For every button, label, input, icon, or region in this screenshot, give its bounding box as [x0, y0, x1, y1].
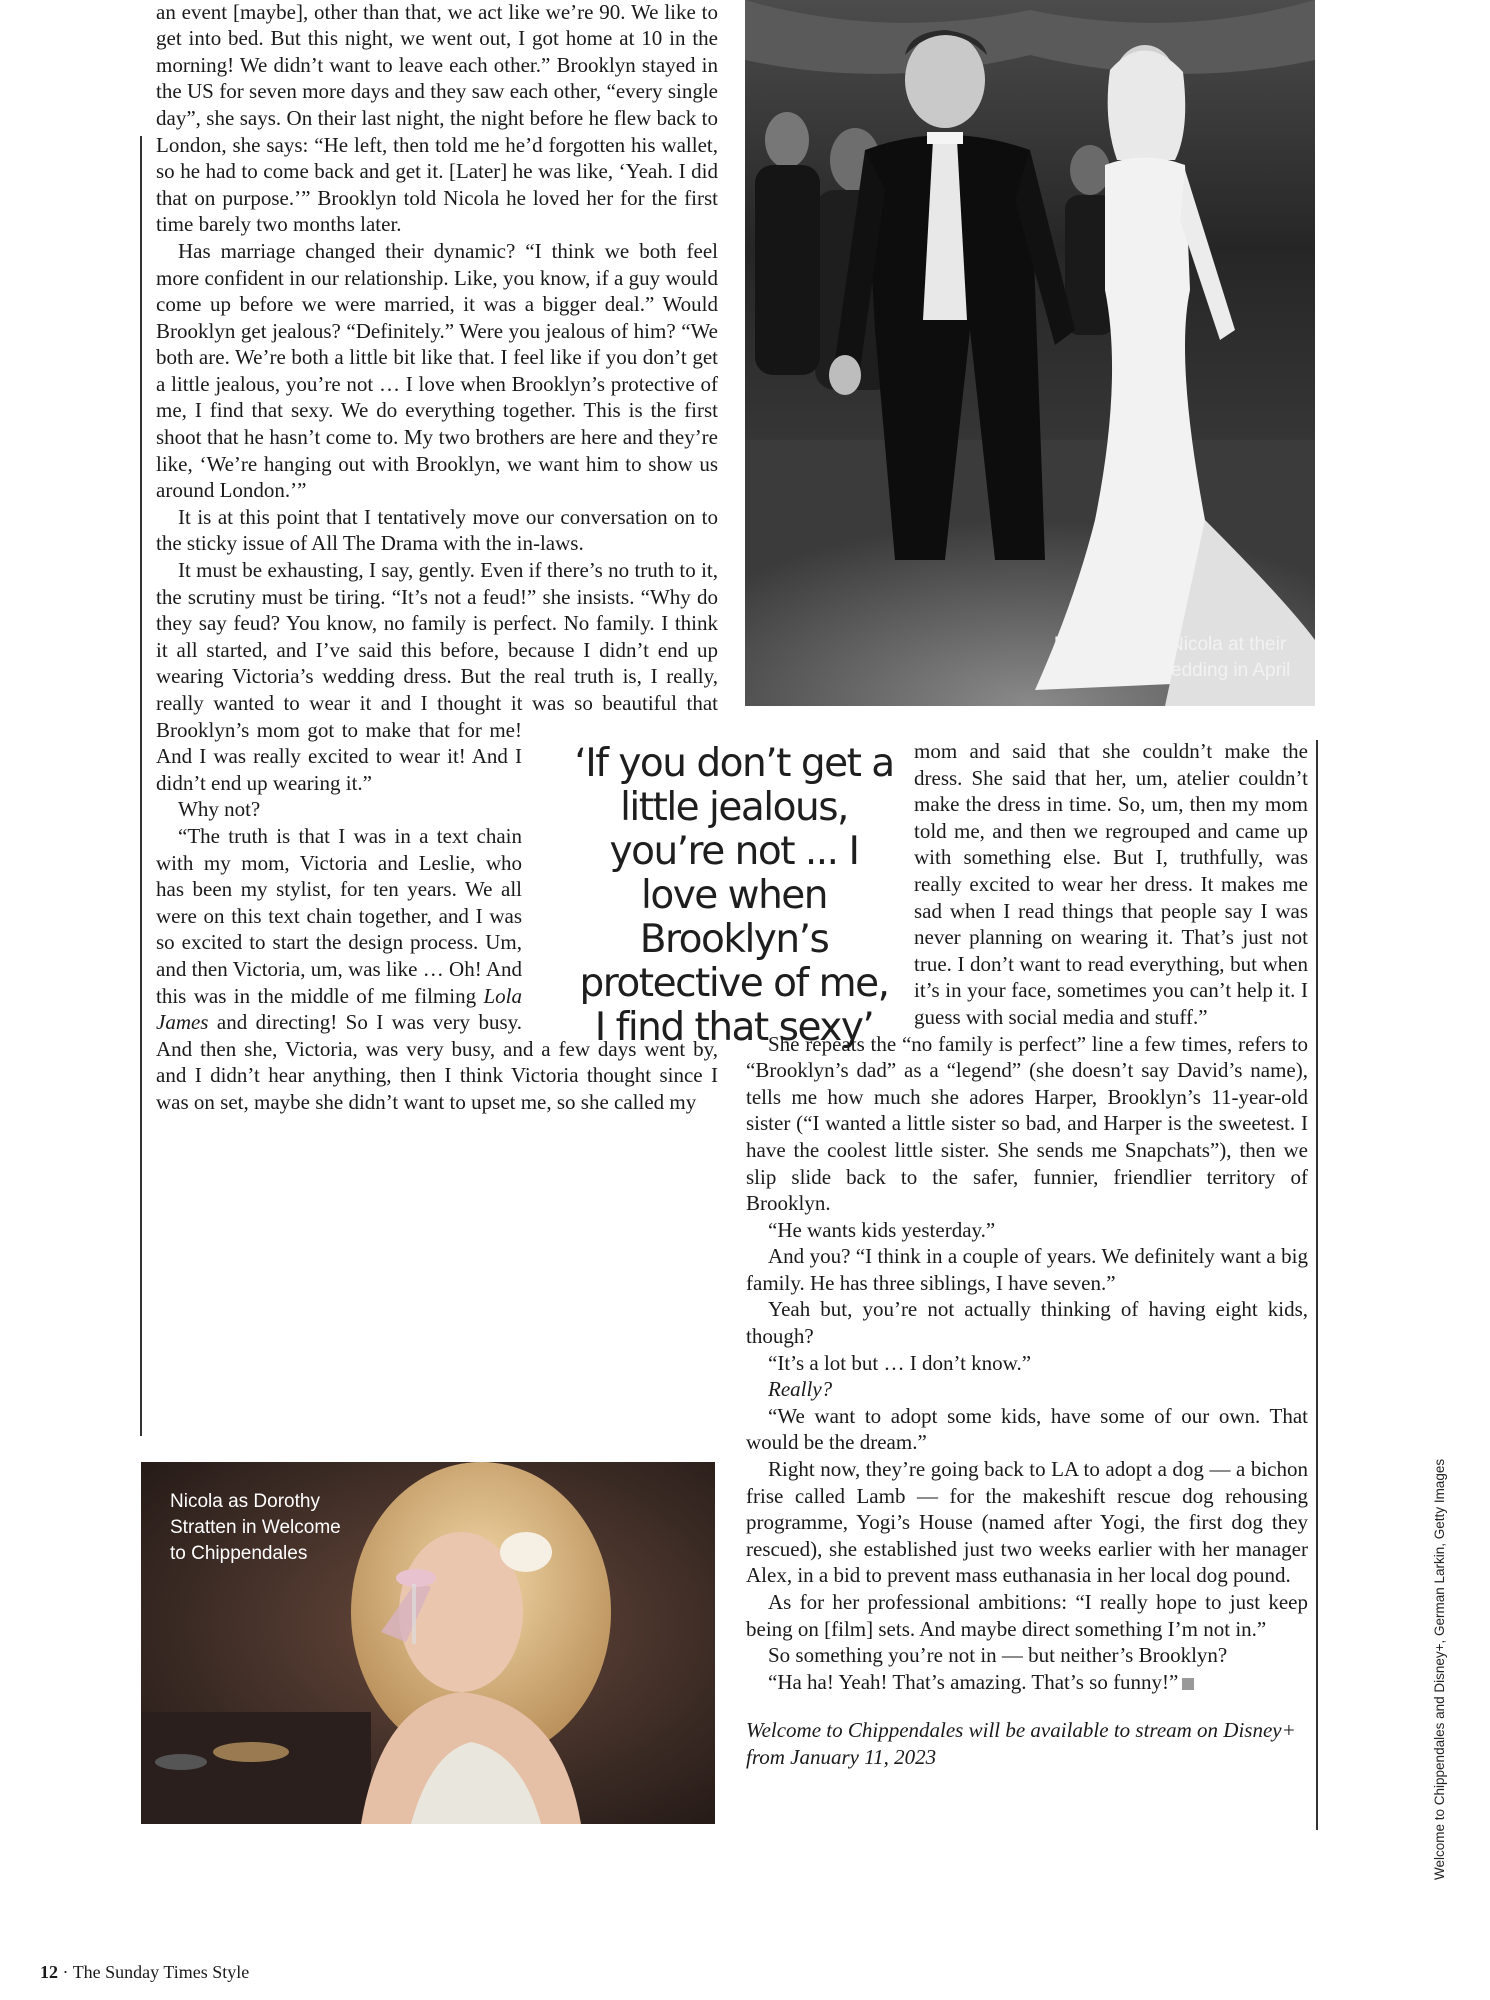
paragraph: mom and said that she couldn’t make the dress. She said that her, um, atelier couldn’t make the dress in time. So, um, then my mom told me, and then we regrouped and came up with something else. But I, truthfully, was really excited to wear her dress. It makes me sad when I read things that people say I was never planning on wearing it. That’s just not true. I don’t want to read everything, but when it’s in your face, sometimes you can’t help it. I guess with social media and stuff.”	[914, 739, 1308, 1029]
paragraph: “It’s a lot but … I don’t know.”	[768, 1350, 1032, 1375]
pull-quote-gutter	[522, 719, 718, 1013]
pull-quote-gutter	[746, 738, 914, 1020]
publication-name: The Sunday Times Style	[72, 1962, 250, 1982]
caption-line: to Chippendales	[170, 1543, 308, 1564]
question: Really?	[768, 1377, 833, 1402]
paragraph	[746, 1376, 1308, 1403]
paragraph: “We want to adopt some kids, have some of our own. That would be the dream.”	[746, 1403, 1308, 1455]
page-footer	[40, 1962, 249, 1983]
paragraph	[746, 1669, 1308, 1696]
text-run: “Ha ha! Yeah! That’s amazing. That’s so funny!”	[768, 1669, 1179, 1694]
photo-credits: Welcome to Chippendales and Disney+, German Larkin, Getty Images	[1432, 1458, 1447, 1880]
film-title: Lola James	[156, 983, 522, 1035]
caption-line: Nicola as Dorothy	[170, 1491, 320, 1512]
text-run: and directing! So I was very busy. And then she, Victoria, was very busy, and a few days went by, and I didn’t hear anything, then I think Victoria thought since I was on set, maybe she didn’t want to upset me, so she called my	[156, 1010, 718, 1114]
paragraph: She repeats the “no family is perfect” line a few times, refers to “Brooklyn’s dad” as a “legend” (she doesn’t say David’s name), tells me how much she adores Harper, Brooklyn’s 11-year-old sister (“I wanted a little sister so bad, and Harper is the sweetest. I have the coolest little sister. She sends me Snapchats”), then we slip slide back to the safer, funnier, friendlier territory of Brooklyn.	[746, 1031, 1308, 1216]
chippendales-photo-caption	[170, 1489, 410, 1567]
caption-line: Stratten in Welcome	[170, 1517, 341, 1538]
paragraph: “He wants kids yesterday.”	[768, 1217, 996, 1242]
text-run: “The truth is that I was in a text chain with my mom, Victoria and Leslie, who has been my stylist, for ten years. We all were on this text chain together, and I was so excited to start the design process. Um, and then Victoria, um, was like … Oh! And this was in the middle of me filming	[156, 823, 522, 1008]
right-column	[746, 738, 1308, 1771]
paragraph: Yeah but, you’re not actually thinking of having eight kids, though?	[746, 1297, 1308, 1349]
paragraph: So something you’re not in — but neither’s Brooklyn?	[768, 1643, 1228, 1668]
paragraph: an event [maybe], other than that, we act like we’re 90. We like to get into bed. But this night, we went out, I got home at 10 in the morning! We didn’t want to leave each other.” Brooklyn stayed in the US for seven more days and they saw each other, “every single day”, she says. On their last night, the night before he flew back to London, she says: “He left, then told me he’d forgotten his wallet, so he had to come back and get it. [Later] he was like, ‘Yeah. I did that on purpose.’” Brooklyn told Nicola he loved her for the first time barely two months later.	[156, 0, 718, 237]
right-column-rule	[1316, 740, 1318, 1830]
wedding-photo	[745, 0, 1315, 706]
paragraph: It is at this point that I tentatively move our conversation on to the sticky issue of All The Drama with the in-laws.	[156, 504, 718, 556]
paragraph: Right now, they’re going back to LA to adopt a dog — a bichon frise called Lamb — for the makeshift rescue dog rehousing programme, Yogi’s House (named after Yogi, the first dog they rescued), she established just two weeks earlier with her manager Alex, in a bid to prevent mass euthanasia in her local dog pound.	[746, 1457, 1308, 1588]
caption-line: Palm Beach wedding in April	[1049, 660, 1291, 681]
paragraph: As for her professional ambitions: “I really hope to just keep being on [film] sets. And maybe direct something I’m not in.”	[746, 1590, 1308, 1641]
left-column-rule	[140, 136, 142, 1436]
paragraph: Why not?	[178, 797, 261, 822]
wedding-photo-caption	[1030, 632, 1310, 684]
paragraph: It must be exhausting, I say, gently. Even if there’s no truth to it, the scrutiny must be tiring. “It’s not a feud!” she insists. “Why do they say feud? You know, no family is perfect. No family. I think it all started, and I’ve said this before, because I didn’t end up wearing Victoria’s wedding dress. But the real truth is, I really, really wanted to wear it and I thought it was so beautiful that Brooklyn’s mom got to make that for me! And I was really excited to wear it! And I didn’t end up wearing it.”	[156, 558, 718, 795]
end-mark-icon	[1182, 1678, 1194, 1690]
paragraph: And you? “I think in a couple of years. We definitely want a big family. He has three siblings, I have seven.”	[746, 1244, 1308, 1295]
pull-quote: ‘If you don’t get a little jealous, you’re not ... I love when Brooklyn’s protective of me, I find that sexy’	[574, 741, 894, 1050]
availability-note: Welcome to Chippendales will be available to stream on Disney+ from January 11, 2023	[746, 1718, 1296, 1769]
caption-line: Brooklyn and Nicola at their	[1053, 634, 1287, 655]
left-column	[156, 0, 718, 1116]
footer-separator: ·	[62, 1962, 69, 1982]
page-number: 12	[40, 1962, 58, 1982]
paragraph: Has marriage changed their dynamic? “I think we both feel more confident in our relationship. Like, you know, if a guy would come up before we were married, it was a bigger deal.” Would Brooklyn get jealous? “Definitely.” Were you jealous of him? “We both are. We’re both a little bit like that. I feel like if you don’t get a little jealous, you’re not … I love when Brooklyn’s protective of me, I find that sexy. We do everything together. This is the first shoot that he hasn’t come to. My two brothers are here and they’re like, ‘We’re hanging out with Brooklyn, we want him to show us around London.’”	[156, 238, 718, 503]
